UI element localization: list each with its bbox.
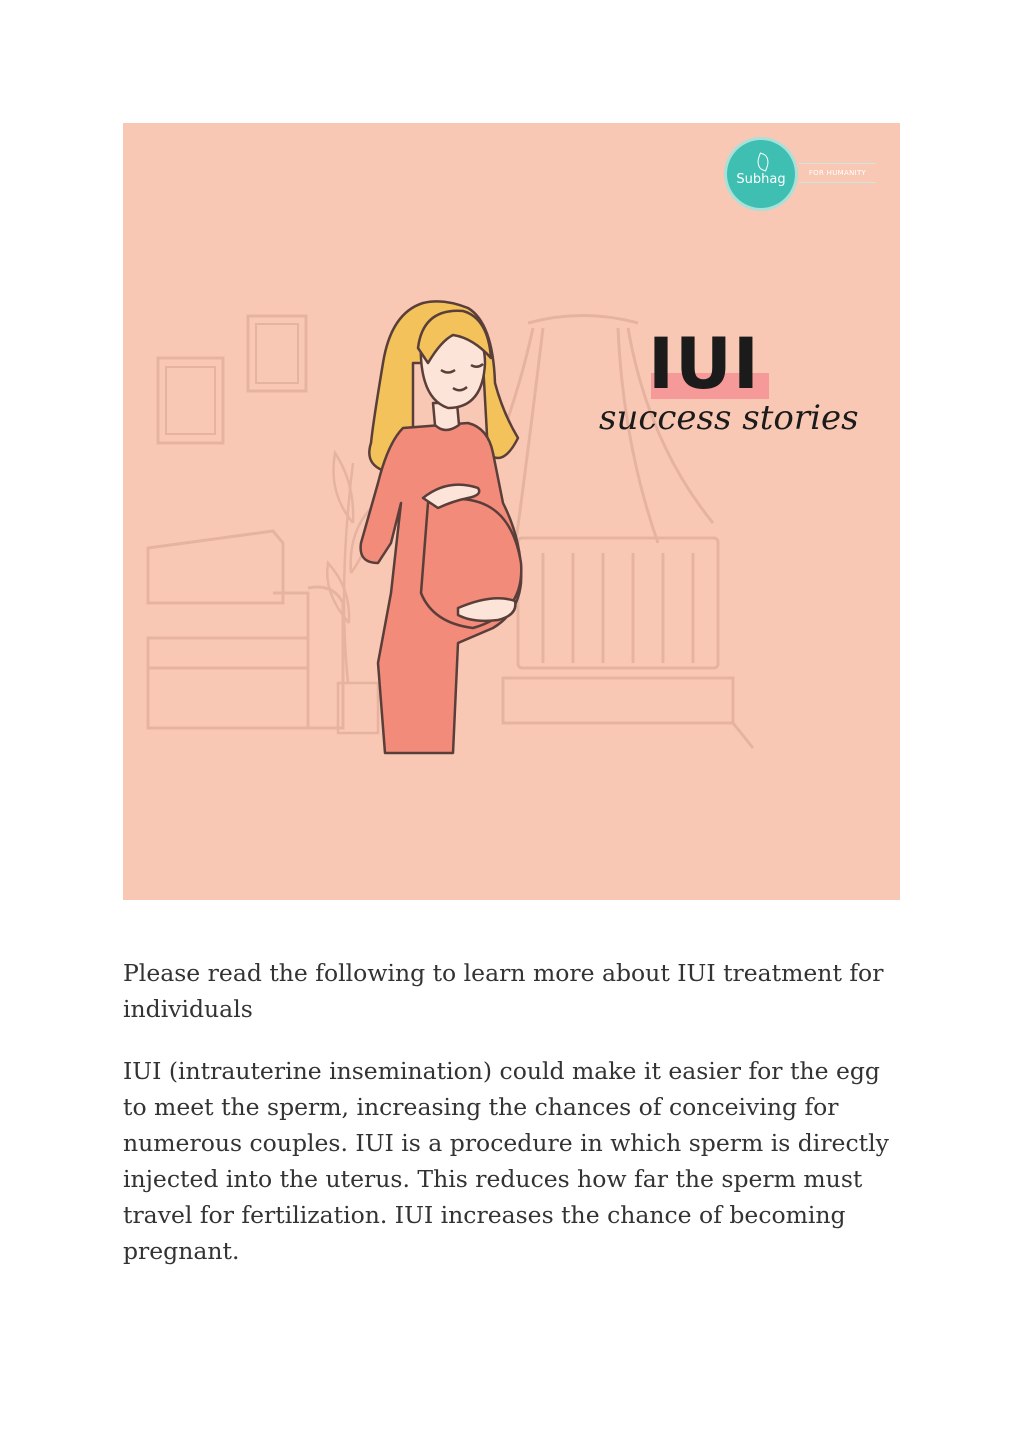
body-paragraph: IUI (intrauterine insemination) could make it easier for the egg to meet the sperm, increasing the chances of conceiving for numerous couples. IUI is a procedure in which sperm is directly injected into the uterus. This reduces how far the sperm must travel for fertilization. IUI increases the chance of becoming pregnant. <box>123 1057 889 1265</box>
leaf-icon <box>755 152 772 171</box>
subheadline: success stories <box>599 398 859 438</box>
hero-image <box>123 123 900 900</box>
logo-text: Subhag <box>736 171 786 187</box>
picture-frames <box>158 316 306 443</box>
headline: IUI <box>648 323 760 405</box>
pregnant-woman <box>361 301 522 753</box>
subhag-logo <box>727 140 795 208</box>
sofa <box>148 531 343 728</box>
picture-frame-large <box>158 358 223 443</box>
intro-paragraph: Please read the following to learn more about IUI treatment for individuals <box>123 959 884 1023</box>
logo-tagline: FOR HUMANITY <box>808 169 867 177</box>
nursery-illustration <box>123 123 900 900</box>
logo-tagline-box <box>799 163 876 183</box>
